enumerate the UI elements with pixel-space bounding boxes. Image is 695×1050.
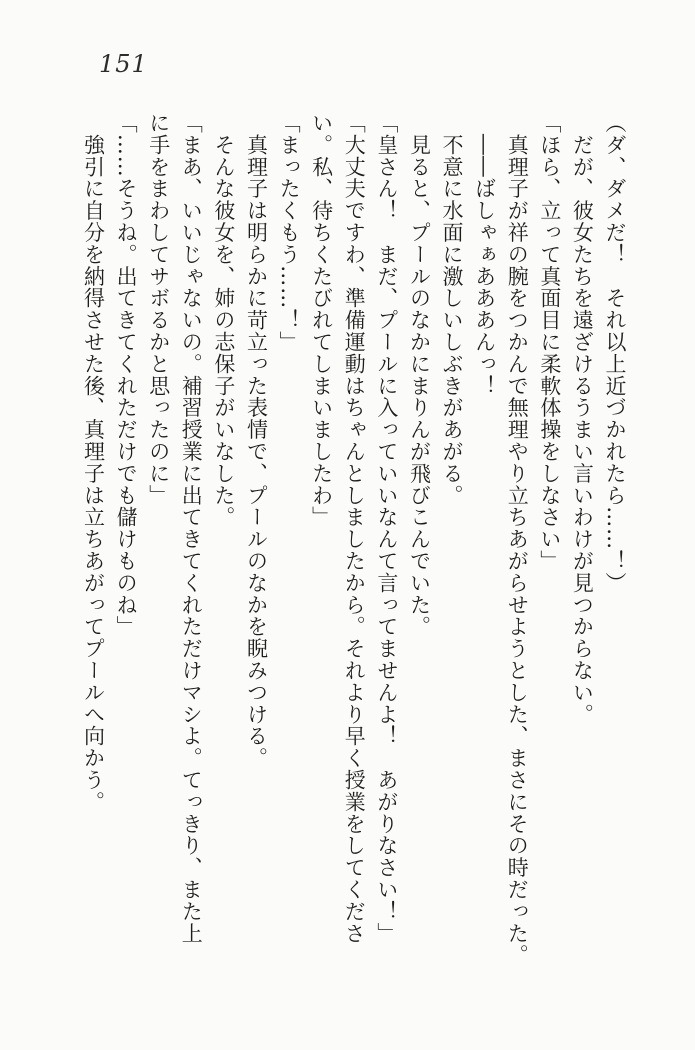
- text-column: （ダ、ダメだ！ それ以上近づかれたら……！）: [603, 112, 627, 594]
- text-column: 「ほら、立って真面目に柔軟体操をしなさい」: [537, 112, 562, 572]
- text-column: 真理子が祥の腕をつかんで無理やり立ちあがらせようとした、まさにその時だった。: [505, 112, 530, 967]
- text-column: 「皇さん！ まだ、プールに入っていいなんて言ってませんよ！ あがりなさい！」: [374, 112, 399, 945]
- text-column: 見ると、プールのなかにまりんが飛びこんでいた。: [407, 112, 432, 638]
- text-column: 「まったくもう……！」: [277, 112, 302, 353]
- text-column: 強引に自分を納得させた後、真理子は立ちあがってプールへ向かう。: [81, 112, 106, 813]
- text-column: だが、彼女たちを遠ざけるうまい言いわけが見つからない。: [570, 112, 595, 726]
- text-column: 「……そうね。出てきてくれただけでも儲けものね」: [114, 112, 139, 638]
- text-column: ――ばしゃぁあああんっ！: [472, 112, 497, 397]
- text-columns: [77, 112, 631, 967]
- text-column: 「大丈夫ですわ、準備運動はちゃんとしましたから。それより早く授業をしてくださ: [342, 112, 367, 945]
- text-column: 不意に水面に激しいしぶきがあがる。: [440, 112, 465, 507]
- text-column: 真理子は明らかに苛立った表情で、プールのなかを睨みつける。: [244, 112, 269, 769]
- page-number: 151: [99, 50, 148, 78]
- text-column: そんな彼女を、姉の志保子がいなした。: [211, 112, 236, 529]
- text-column: い。私、待ちくたびれてしまいましたわ」: [309, 112, 334, 529]
- text-column: に手をまわしてサボるかと思ったのに」: [146, 112, 171, 507]
- text-column: 「まあ、いいじゃないの。補習授業に出てきてくれただけマシよ。てっきり、また上: [179, 112, 204, 945]
